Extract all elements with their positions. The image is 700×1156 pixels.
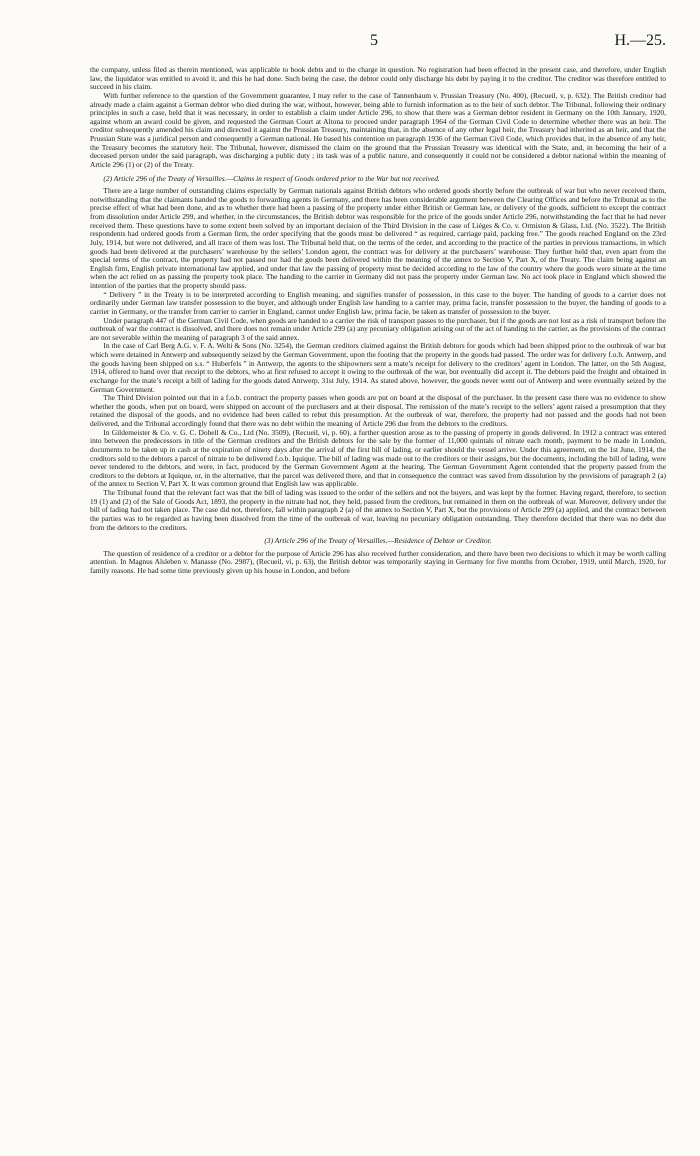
paragraph: The Third Division pointed out that in a f.o.b. contract the property passes when goods are put on board at the disposal of the purchaser. In the present case there was no evidence to show whether the goods, when put on board, were shipped on account of the purchasers and at their disposal. The remission of the mate’s receipt to the sellers’ agent raised a presumption that they retained the disposal of the goods, and no evidence had been called to rebut this presumption. At the outbreak of war, therefore, the property had not passed and the goods had not been delivered, and the Tribunal accordingly found that there was no debt within the meaning of Article 296 due from the debtors to the creditors.	[90, 393, 666, 428]
document-body	[90, 66, 666, 576]
paragraph: “ Delivery ” in the Treaty is to be interpreted according to English meaning, and signifies transfer of possession, in this case to the buyer. The handing of goods to a carrier does not ordinarily under German law transfer possession to the buyer, and although under English law handing to a carrier may, prima facie, transfer possession to the buyer, the handing of goods to a carrier in Germany, or the transfer from carrier to carrier in England, cannot under English law, prima facie, be taken as transfer of possession to the buyer.	[90, 289, 666, 316]
page-number: 5	[370, 32, 378, 49]
page-reference: H.—25.	[614, 32, 666, 49]
paragraph: The question of residence of a creditor or a debtor for the purpose of Article 296 has also received further consideration, and there have been two decisions to which it may be worth calling attention. In Magnus Alsleben v. Manasse (No. 2987), (Recueil, vi, p. 63), the British debtor was temporarily staying in Germany for five months from October, 1919, until March, 1920, for family reasons. He had some time previously given up his house in London, and before	[90, 548, 666, 575]
paragraph: Under paragraph 447 of the German Civil Code, when goods are handed to a carrier the risk of transport passes to the purchaser, but if the goods are not lost as a risk of transport before the outbreak of war the contract is dissolved, and there does not remain under Article 299 (a) any pecuniary obligation arising out of the act of handing to the carrier, as the provisions of the contract are not severable within the meaning of paragraph 3 of the said annex.	[90, 315, 666, 342]
paragraph: In the case of Carl Berg A.G. v. F. A. Welti & Sons (No. 3254), the German creditors claimed against the British debtors for goods which had been shipped prior to the outbreak of war but which were detained in Antwerp and subsequently seized by the German Government, upon the footing that the property in the goods had passed. The order was for delivery f.o.b. Antwerp, and the goods having been shipped on s.s. “ Huberfels ” in Antwerp, the agents to the shipowners sent a mate’s receipt for delivery to the creditors’ agent in London. The latter, on the 5th August, 1914, offered to hand over that receipt to the debtors, who at first refused to accept it owing to the outbreak of the war, but eventually did accept it. The debtors paid the freight and obtained in exchange for the mate’s receipt a bill of lading for the goods dated Antwerp, 31st July, 1914. As stated above, however, the goods never went out of Antwerp and were eventually seized by the German Government.	[90, 341, 666, 394]
section-heading: (2) Article 296 of the Treaty of Versailles.—Claims in respect of Goods ordered prior to the War but not received.	[103, 173, 440, 183]
paragraph: There are a large number of outstanding claims especially by German nationals against British debtors who ordered goods shortly before the outbreak of war but who never received them, notwithstanding that the claimants handed the goods to forwarding agents in Germany, and there has been considerable argument between the Clearing Offices and before the Tribunal as to the precise effect of what had been done, and as to whether there had been a passing of the property under either British or German law, or delivery of the goods, sufficient to except the contract from dissolution under Article 299, and whether, in the circumstances, the British debtor was responsible for the price of the goods under Article 296, notwithstanding the fact that he had never received them. These questions have to some extent been solved by an important decision of the Third Division in the case of Liéges & Co. v. Ormiston & Glass, Ltd. (No. 3522). The British respondents had ordered goods from a German firm, the order specifying that the goods must be delivered “ as required, carriage paid, packing free.” The goods reached England on the 23rd July, 1914, but were not delivered, and all trace of them was lost. The Tribunal held that, on the terms of the order, and according to the practice of the parties in previous transactions, in which goods had been delivered at the purchasers’ warehouse by the sellers’ London agent, the contract was for delivery at the purchasers’ warehouse. They further held that, even apart from the special terms of the contract, the property had not passed nor had the goods been delivered within the meaning of the annex to Section V, Part X, of the Treaty. The claim being against an English firm, English private international law applied, and under that law the passing of property must be decided according to the law of the country where the goods were situate at the time when the act relied on as passing the property took place. The handing to the carrier in Germany did not pass the property under German law. No act took place in England which showed the intention of the parties that the property should pass.	[90, 186, 666, 290]
section-heading: (3) Article 296 of the Treaty of Versailles.—Residence of Debtor or Creditor.	[264, 536, 492, 546]
paragraph: The Tribunal found that the relevant fact was that the bill of lading was issued to the order of the sellers and not the buyers, and was kept by the former. Having regard, therefore, to section 19 (1) and (2) of the Sale of Goods Act, 1893, the property in the nitrate had not, they held, passed from the creditors, but remained in them on the outbreak of war. Moreover, delivery under the bill of lading had not taken place. The case did not, therefore, fall within paragraph 2 (a) of the annex to Section V, Part X, but the provisions of Article 299 (a) applied, and the contract between the parties was to be regarded as having been dissolved from the time of the outbreak of war, leaving no pecuniary obligation outstanding. They therefore decided that there was no debt due from the debtors to the creditors.	[90, 488, 666, 532]
paragraph: With further reference to the question of the Government guarantee, I may refer to the case of Tannenbaum v. Prussian Treasury (No. 400), (Recueil, v, p. 632). The British creditor had already made a claim against a German debtor who died during the war, without, however, being able to furnish information as to the heir of such debtor. The Tribunal, following their ordinary principles in such a case, held that it was necessary, in order to establish a claim under Article 296, to show that there was a German debtor resident in Germany on the 10th January, 1920, against whom an award could be given, and requested the German Court at Altona to proceed under paragraph 1964 of the German Civil Code to determine whether there was an heir. The creditor subsequently amended his claim and directed it against the Prussian Treasury, maintaining that, in the absence of any other legal heir, the Treasury had inherited as an heir, and that the Prussian State was a juridical person and consequently a German national. He based his contention on paragraph 1936 of the German Civil Code, which provides that, in the absence of any heir, the Treasury becomes the statutory heir. The Tribunal, however, dismissed the claim on the ground that the Prussian Treasury was identical with the State, and, in becoming the heir of a deceased person under the said paragraph, was discharging a public duty ; its task was of a public nature, and consequently it could not be considered a debtor national within the meaning of Article 296 (1) or (2) of the Treaty.	[90, 90, 666, 169]
paragraph-continuation: the company, unless filed as therein mentioned, was applicable to book debts and to the charge in question. No registration had been effected in the present case, and therefore, under English law, the liquidator was entitled to avoid it, and this he had done. Such being the case, the debtor could only discharge his debt by paying it to the creditor. The creditor was therefore entitled to succeed in his claim.	[90, 65, 666, 92]
paragraph: In Gildemeister & Co. v. G. C. Dobell & Co., Ltd (No. 3509), (Recueil, vi, p. 60), a further question arose as to the passing of property in goods delivered. In 1912 a contract was entered into between the predecessors in title of the German creditors and the British debtors for the sale by the former of 11,000 quintals of nitrate each month, payment to be made in London, documents to be taken up in cash at the expiration of ninety days after the arrival of the first bill of lading, or earlier should the vessel arrive. Under this agreement, on the 1st June, 1914, the creditors sold to the debtors a parcel of nitrate to be delivered f.o.b. Iquique. The bill of lading was made out to the creditors or their assigns, but the documents, including the bill of lading, were never tendered to the debtors, and were, in fact, produced by the German Government Agent at the hearing. The German Government Agent contended that the property passed from the creditors to the debtors at Iquique, or, in the alternative, that the parcel was delivered there, and that in consequence the contract was saved from dissolution by the provisions of paragraph 2 (a) of the annex to Section V, Part X. It was common ground that English law was applicable.	[90, 427, 666, 489]
page-header	[90, 32, 666, 50]
